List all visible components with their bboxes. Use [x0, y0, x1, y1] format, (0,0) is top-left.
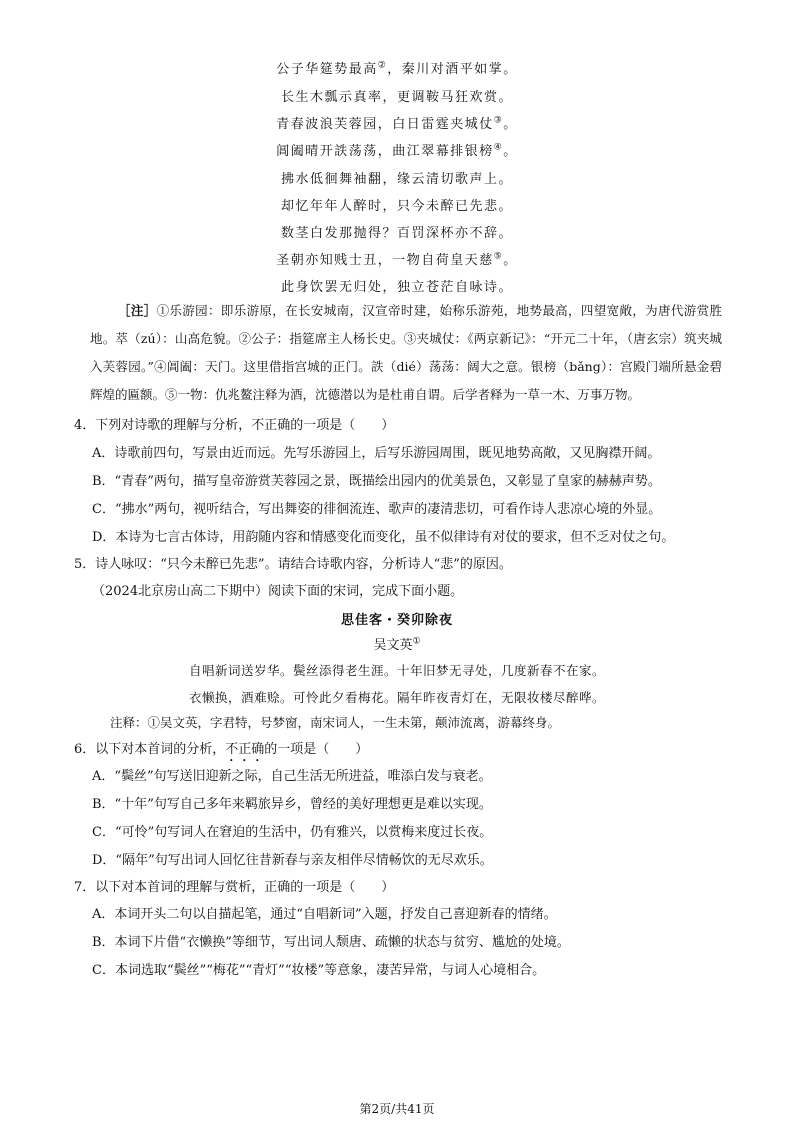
poem-line-9: 此身饮罢无归处，独立苍茫自咏诗。 — [280, 280, 513, 295]
question-4-option-c: C．“拂水”两句，视听结合，写出舞姿的徘徊流连、歌声的凄清悲切，可看作诗人悲凉心境的外显。 — [92, 502, 662, 517]
question-6-option-d: D．“隔年”句写出词人回忆往昔新春与亲友相伴尽情畅饮的无尽欢乐。 — [92, 853, 493, 868]
emphasis-not-correct: 不正确 — [225, 742, 265, 757]
ci-line-1: 自唱新词送岁华。鬓丝添得老生涯。十年旧梦无寻处，几度新春不在家。 — [188, 663, 605, 678]
question-7-stem: 7．以下对本首词的理解与赏析，正确的一项是（ ） — [74, 880, 395, 895]
section-intro: （2024北京房山高二下期中）阅读下面的宋词，完成下面小题。 — [92, 584, 464, 599]
question-4-option-a: A．诗歌前四句，写景由近而远。先写乐游园上，后写乐游园周围，既见地势高敞，又见胸襟开阔。 — [92, 446, 661, 461]
question-6-option-b: B．“十年”句写自己多年来羁旅异乡，曾经的美好理想更是难以实现。 — [92, 797, 492, 812]
question-4-option-d: D．本诗为七言古体诗，用韵随内容和情感变化而变化，虽不似律诗有对仗的要求，但不乏对仗之句。 — [92, 530, 675, 545]
page-footer: 第2页/共41页 — [359, 1102, 435, 1116]
poem-line-5: 拂水低徊舞袖翻，缘云清切歌声上。 — [280, 172, 513, 187]
ci-author: 吴文英① — [373, 636, 421, 653]
poem-note — [90, 297, 722, 409]
question-4-stem: 4．下列对诗歌的理解与分析，不正确的一项是（ ） — [74, 418, 395, 433]
question-7-option-c: C．本词选取“鬓丝”“梅花”“青灯”“妆楼”等意象，凄苦异常，与词人心境相合。 — [92, 963, 546, 978]
note-tag: ［注］ — [118, 303, 157, 318]
note-text: ①乐游园：即乐游原，在长安城南，汉宣帝时建，始称乐游苑，地势最高，四望宽敞，为唐代游赏胜地。萃（zú）：山高危貌。②公子：指筵席主人杨长史。③夹城仗：《两京新记》：“开元二十年，（唐玄宗）筑夹城入芙蓉园。”④阊阖：天门。这里借指宫城的正门。詄（dié）荡荡：阔大之意。银榜（bǎng）：宫殿门端所悬金碧辉煌的匾额。⑤一物：仇兆鳌注释为酒，沈德潜以为是杜甫自谓。后学者释为一草一木、万事万物。 — [90, 303, 722, 402]
question-7-option-b: B．本词下片借“衣懒换”等细节，写出词人颓唐、疏懒的状态与贫穷、尴尬的处境。 — [92, 935, 570, 950]
ci-note: 注释：①吴文英，字君特，号梦窗，南宋词人，一生未第，颠沛流离，游幕终身。 — [110, 715, 561, 730]
poem-line-8: 圣朝亦知贱士丑，一物自荷皇天慈⑤。 — [276, 251, 518, 268]
poem-line-6: 却忆年年人醉时，只今未醉已先悲。 — [280, 199, 513, 214]
question-6-option-c: C．“可怜”句写词人在窘迫的生活中，仍有雅兴，以赏梅来度过长夜。 — [92, 825, 493, 840]
poem-line-1: 公子华筵势最高②，秦川对酒平如掌。 — [276, 60, 518, 77]
question-5-stem: 5．诗人咏叹：“只今未醉已先悲”。请结合诗歌内容，分析诗人“悲”的原因。 — [74, 557, 512, 572]
question-6-stem: 6．以下对本首词的分析，不正确的一项是（ ） — [74, 742, 369, 757]
question-7-option-a: A．本词开头二句以自描起笔，通过“自唱新词”入题，抒发自己喜迎新春的情绪。 — [92, 907, 557, 922]
poem-line-2: 长生木瓢示真率，更调鞍马狂欢赏。 — [280, 90, 513, 105]
question-4-option-b: B．“青春”两句，描写皇帝游赏芙蓉园之景，既描绘出园内的优美景色，又彰显了皇家的赫赫声势。 — [92, 474, 661, 489]
poem-line-7: 数茎白发那抛得？百罚深杯亦不辞。 — [280, 226, 513, 241]
poem-line-4: 阊阖晴开詄荡荡，曲江翠幕排银榜④。 — [276, 142, 518, 159]
ci-line-2: 衣懒换，酒难赊。可怜此夕看梅花。隔年昨夜青灯在，无限妆楼尽醉哗。 — [188, 690, 605, 705]
ci-title: 思佳客・癸卯除夜 — [340, 613, 453, 628]
poem-line-3: 青春波浪芙蓉园，白日雷霆夹城仗③。 — [276, 115, 518, 132]
question-6-option-a: A．“鬓丝”句写送旧迎新之际，自己生活无所进益，唯添白发与衰老。 — [92, 769, 492, 784]
